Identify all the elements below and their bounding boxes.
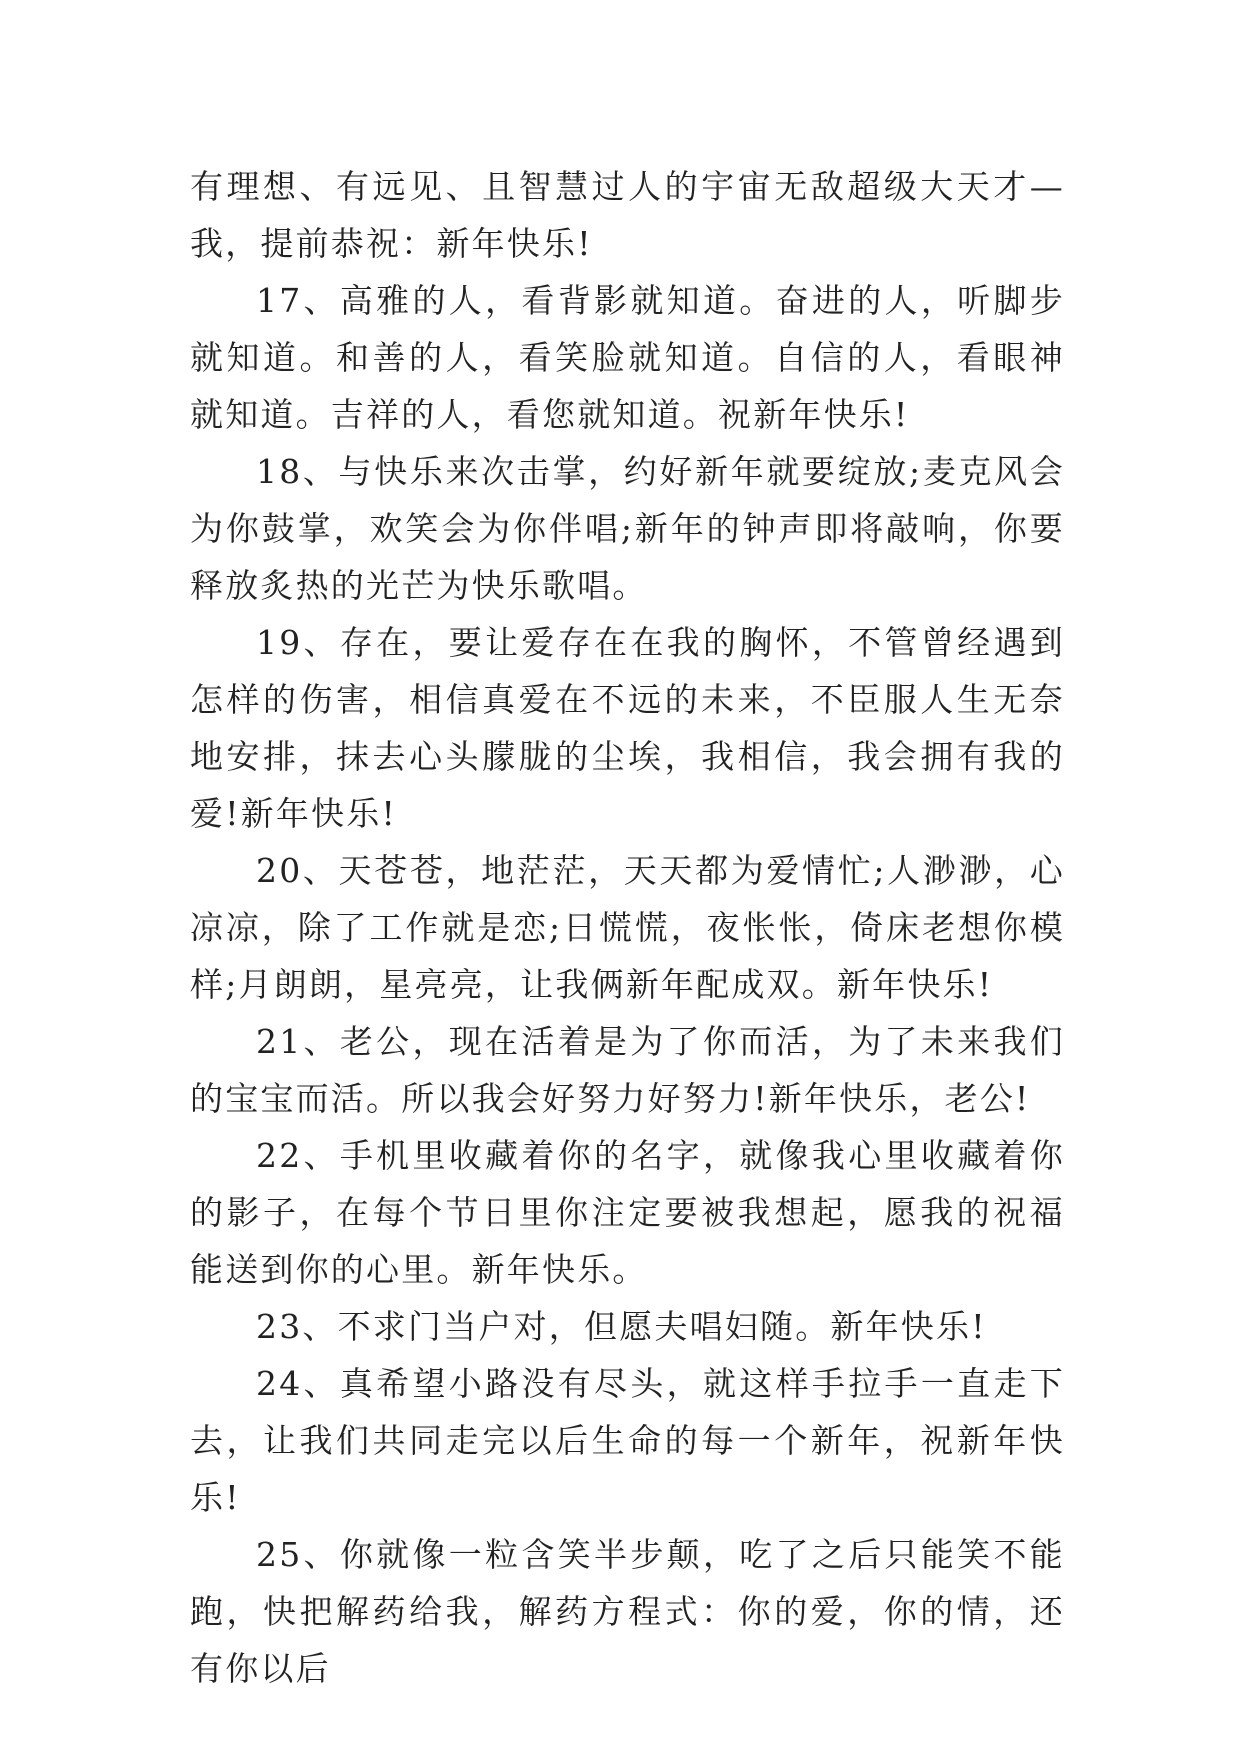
paragraph-18: 18、与快乐来次击掌，约好新年就要绽放;麦克风会为你鼓掌，欢笑会为你伴唱;新年的钟声即将敲响，你要释放炙热的光芒为快乐歌唱。 bbox=[190, 452, 1065, 605]
paragraph-23: 23、不求门当户对，但愿夫唱妇随。新年快乐! bbox=[256, 1307, 987, 1346]
paragraph-continued: 有理想、有远见、且智慧过人的宇宙无敌超级大天才—我，提前恭祝：新年快乐! bbox=[190, 167, 1065, 263]
paragraph-21: 21、老公，现在活着是为了你而活，为了未来我们的宝宝而活。所以我会好努力好努力!新年快乐，老公! bbox=[190, 1022, 1065, 1118]
paragraph-24: 24、真希望小路没有尽头，就这样手拉手一直走下去，让我们共同走完以后生命的每一个新年，祝新年快乐! bbox=[190, 1364, 1065, 1517]
paragraph-22: 22、手机里收藏着你的名字，就像我心里收藏着你的影子，在每个节日里你注定要被我想起，愿我的祝福能送到你的心里。新年快乐。 bbox=[190, 1136, 1065, 1289]
paragraph-17: 17、高雅的人，看背影就知道。奋进的人，听脚步就知道。和善的人，看笑脸就知道。自信的人，看眼神就知道。吉祥的人，看您就知道。祝新年快乐! bbox=[190, 281, 1065, 434]
document-body bbox=[190, 158, 1065, 1697]
paragraph-25: 25、你就像一粒含笑半步颠，吃了之后只能笑不能跑，快把解药给我，解药方程式：你的爱，你的情，还有你以后 bbox=[190, 1535, 1065, 1688]
paragraph-19: 19、存在，要让爱存在在我的胸怀，不管曾经遇到怎样的伤害，相信真爱在不远的未来，不臣服人生无奈地安排，抹去心头朦胧的尘埃，我相信，我会拥有我的爱!新年快乐! bbox=[190, 623, 1065, 833]
paragraph-20: 20、天苍苍，地茫茫，天天都为爱情忙;人渺渺，心凉凉，除了工作就是恋;日慌慌，夜怅怅，倚床老想你模样;月朗朗，星亮亮，让我俩新年配成双。新年快乐! bbox=[190, 851, 1065, 1004]
